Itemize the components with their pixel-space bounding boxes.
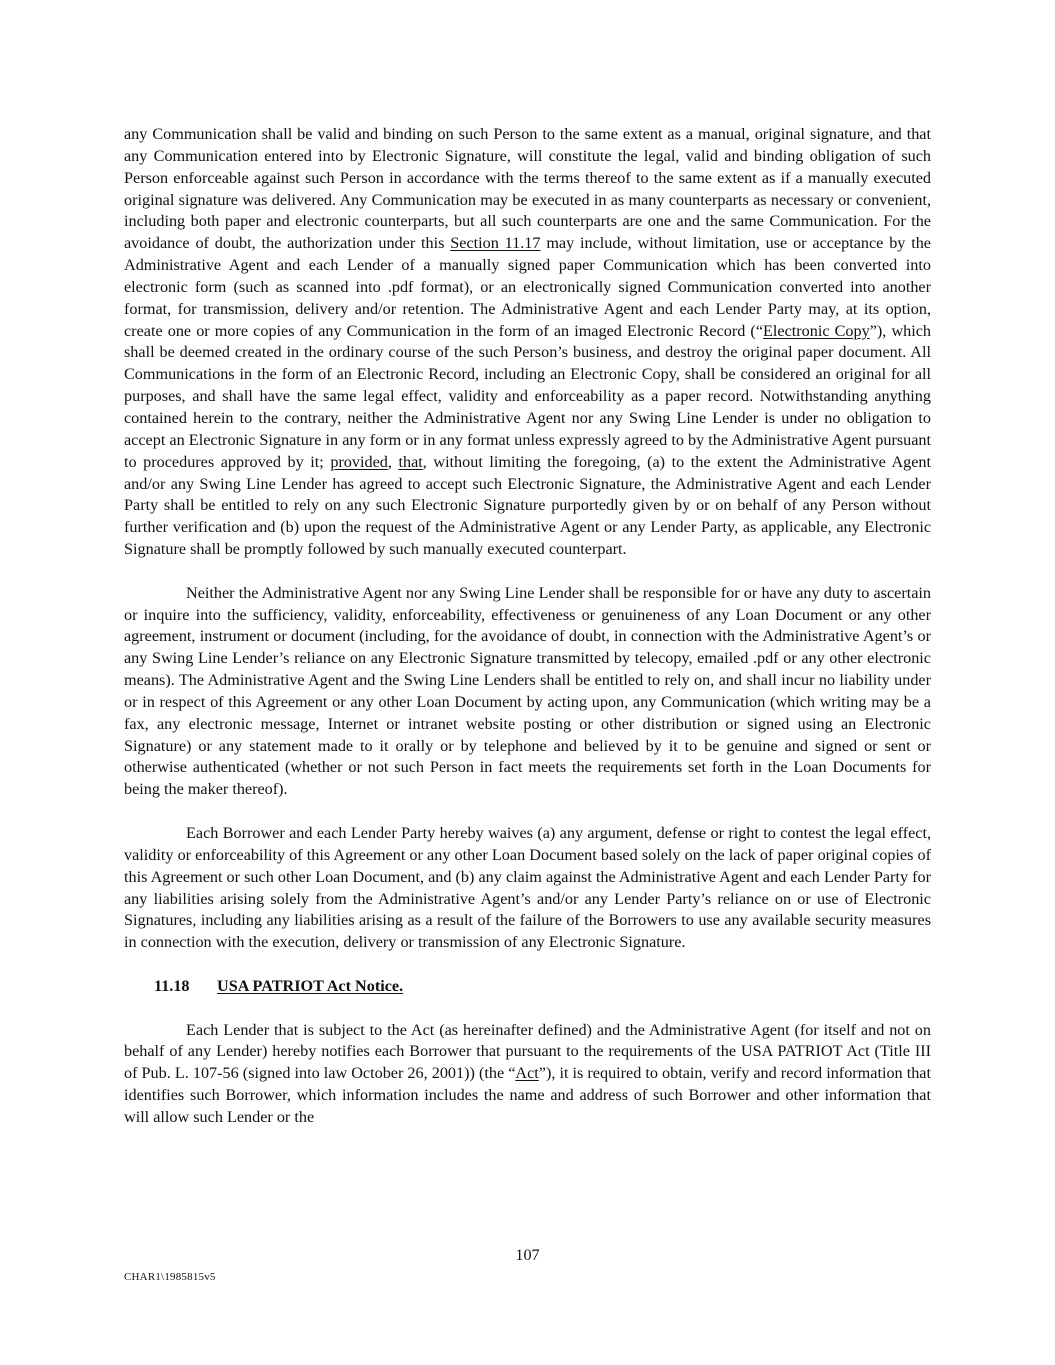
section-title: USA PATRIOT Act Notice. bbox=[217, 976, 404, 995]
section-reference: Section 11.17 bbox=[450, 234, 541, 253]
paragraph-text: ”), which shall be deemed created in the ordinary course of the such Person’s business, and destroy the original paper document. All Communications in the form of an Electronic Record, including an Electronic Copy, shall be considered an original for all purposes, and shall have the same legal effect, validity and enforceability as a paper record. Notwithstanding anything contained herein to the contrary, neither the Administrative Agent nor any Swing Line Lender is under no obligation to accept an Electronic Signature in any form or in any format unless expressly agreed to by the Administrative Agent pursuant to procedures approved by it; bbox=[124, 321, 932, 471]
paragraph-spacer bbox=[124, 801, 931, 823]
paragraph-text: Each Lender that is subject to the Act (as hereinafter defined) and the Administrative Agent (for itself and not on behalf of any Lender) hereby notifies each Borrower that pursuant to the requirements of the USA PATRIOT Act (Title III of Pub. L. 107-56 (signed into law October 26, 2001)) (the “ bbox=[124, 1020, 931, 1083]
document-body bbox=[124, 124, 931, 1129]
paragraph-agent-responsibility: Neither the Administrative Agent nor any Swing Line Lender shall be responsible for or have any duty to ascertain or inquire into the sufficiency, validity, enforceability, effectiveness or genuineness of any Loan Document or any other agreement, instrument or document (including, for the avoidance of doubt, in connection with the Administrative Agent’s or any Swing Line Lender’s reliance on any Electronic Signature transmitted by telecopy, emailed .pdf or any other electronic means). The Administrative Agent and the Swing Line Lenders shall be entitled to rely on, and shall incur no liability under or in respect of this Agreement or any other Loan Document by acting upon, any Communication (which writing may be a fax, any electronic message, Internet or intranet website posting or other distribution or signed using an Electronic Signature) or any statement made to it orally or by telephone and believed by it to be genuine and signed or sent or otherwise authenticated (whether or not such Person in fact meets the requirements set forth in the Loan Documents for being the maker thereof). bbox=[124, 583, 931, 799]
defined-term-electronic-copy: Electronic Copy bbox=[763, 321, 870, 340]
section-heading bbox=[124, 976, 931, 998]
paragraph-electronic-signatures bbox=[124, 124, 931, 561]
section-number: 11.18 bbox=[154, 976, 190, 995]
paragraph-patriot-act bbox=[124, 1020, 931, 1129]
document-id: CHAR1\1985815v5 bbox=[124, 1271, 216, 1283]
defined-term-act: Act bbox=[515, 1064, 539, 1083]
paragraph-text: any Communication shall be valid and binding on such Person to the same extent as a manual, original signature, and that any Communication entered into by Electronic Signature, will constitute the legal, valid and binding obligation of such Person enforceable against such Person in accordance with the terms thereof to the same extent as if a manually executed original signature was delivered. Any Communication may be executed in as many counterparts as necessary or convenient, including both paper and electronic counterparts, but all such counterparts are one and the same Communication. For the avoidance of doubt, the authorization under this bbox=[124, 125, 931, 253]
term-that: that bbox=[398, 452, 423, 471]
paragraph-text: , without limiting the foregoing, (a) to the extent the Administrative Agent and/or any Swing Line Lender has agreed to accept such Electronic Signature, the Administrative Agent and each Lender Party shall be entitled to rely on any such Electronic Signature purportedly given by or on behalf of any Person without further verification and (b) upon the request of the Administrative Agent or any Lender Party, as applicable, any Electronic Signature shall be promptly followed by such manually executed counterpart. bbox=[124, 452, 932, 559]
paragraph-text: may include, without limitation, use or acceptance by the Administrative Agent and each Lender of a manually signed paper Communication which has been converted into electronic form (such as scanned into .pdf format), or an electronically signed Communication converted into another format, for transmission, delivery and/or retention. The Administrative Agent and each Lender Party may, at its option, create one or more copies of any Communication in the form of an imaged Electronic Record (“ bbox=[124, 234, 931, 340]
punctuation: , bbox=[387, 452, 399, 471]
page-number: 107 bbox=[515, 1246, 540, 1264]
paragraph-spacer bbox=[124, 561, 931, 583]
paragraph-waiver: Each Borrower and each Lender Party hereby waives (a) any argument, defense or right to contest the legal effect, validity or enforceability of this Agreement or any other Loan Document based solely on the lack of paper original copies of this Agreement or such other Loan Document, and (b) any claim against the Administrative Agent and each Lender Party for any liabilities arising solely from the Administrative Agent’s and/or any Lender Party’s reliance on or use of Electronic Signatures, including any liabilities arising as a result of the failure of the Borrowers to use any available security measures in connection with the execution, delivery or transmission of any Electronic Signature. bbox=[124, 824, 931, 952]
term-provided: provided bbox=[330, 452, 388, 471]
paragraph-spacer bbox=[124, 998, 931, 1020]
paragraph-text: ”), it is required to obtain, verify and record information that identifies such Borrower, which information includes the name and address of such Borrower and other information that will allow such Lender or the bbox=[124, 1064, 931, 1126]
paragraph-spacer bbox=[124, 954, 931, 976]
